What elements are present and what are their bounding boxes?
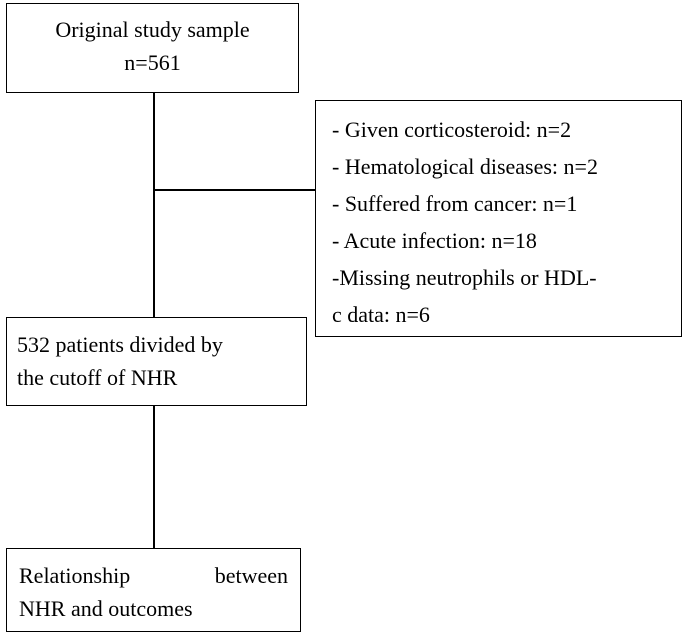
patients-line-1: 532 patients divided by	[17, 332, 223, 357]
connector-patients-to-outcomes	[153, 406, 155, 548]
outcomes-box	[6, 548, 301, 632]
outcomes-word-between: between	[214, 563, 288, 588]
connector-to-exclusion	[153, 189, 315, 191]
outcomes-line-1	[19, 559, 288, 592]
original-sample-title: Original study sample	[55, 17, 250, 42]
original-sample-box	[6, 3, 299, 93]
outcomes-word-relationship: Relationship	[19, 563, 131, 588]
exclusion-item-hematological: - Hematological diseases: n=2	[332, 154, 598, 179]
exclusion-box	[315, 100, 682, 337]
patients-box	[6, 317, 307, 406]
original-sample-count: n=561	[124, 50, 181, 75]
exclusion-item-infection: - Acute infection: n=18	[332, 228, 537, 253]
exclusion-item-cancer: - Suffered from cancer: n=1	[332, 191, 578, 216]
connector-original-to-patients	[153, 93, 155, 317]
exclusion-item-missing-data: -Missing neutrophils or HDL-	[332, 265, 597, 290]
exclusion-item-corticosteroid: - Given corticosteroid: n=2	[332, 117, 572, 142]
patients-line-2: the cutoff of NHR	[17, 365, 178, 390]
outcomes-line-2: NHR and outcomes	[19, 596, 193, 621]
exclusion-item-missing-data-cont: c data: n=6	[332, 302, 430, 327]
